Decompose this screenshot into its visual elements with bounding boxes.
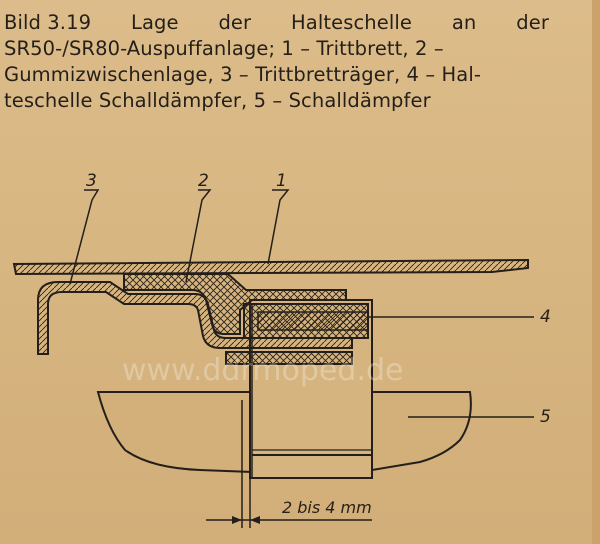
dim-arrow-left bbox=[232, 516, 242, 524]
caption-word: Bild 3.19 bbox=[4, 11, 92, 34]
footboard bbox=[14, 260, 528, 274]
caption-word: Lage bbox=[130, 11, 179, 34]
label-3: 3 bbox=[86, 171, 97, 191]
dim-arrow-right bbox=[250, 516, 260, 524]
dimension-label: 2 bis 4 mm bbox=[282, 498, 372, 517]
caption-word: an bbox=[451, 11, 477, 34]
label-4: 4 bbox=[540, 307, 551, 327]
caption-word: der bbox=[218, 11, 252, 34]
leader-1 bbox=[268, 190, 288, 264]
caption-word: Halteschelle bbox=[291, 11, 412, 34]
label-5: 5 bbox=[540, 407, 551, 427]
caption-line-3: Gummizwischenlage, 3 – Trittbretträger, 4 – Hal- bbox=[4, 63, 481, 86]
caption-line-2: SR50-/SR80-Auspuffanlage; 1 – Trittbrett, 2 – bbox=[4, 37, 444, 60]
watermark: www.ddrmoped.de bbox=[122, 353, 404, 388]
label-1: 1 bbox=[276, 171, 287, 191]
caption-word: der bbox=[516, 11, 549, 34]
caption-line-4: teschelle Schalldämpfer, 5 – Schalldämpfer bbox=[4, 89, 431, 112]
label-2: 2 bbox=[198, 171, 209, 191]
